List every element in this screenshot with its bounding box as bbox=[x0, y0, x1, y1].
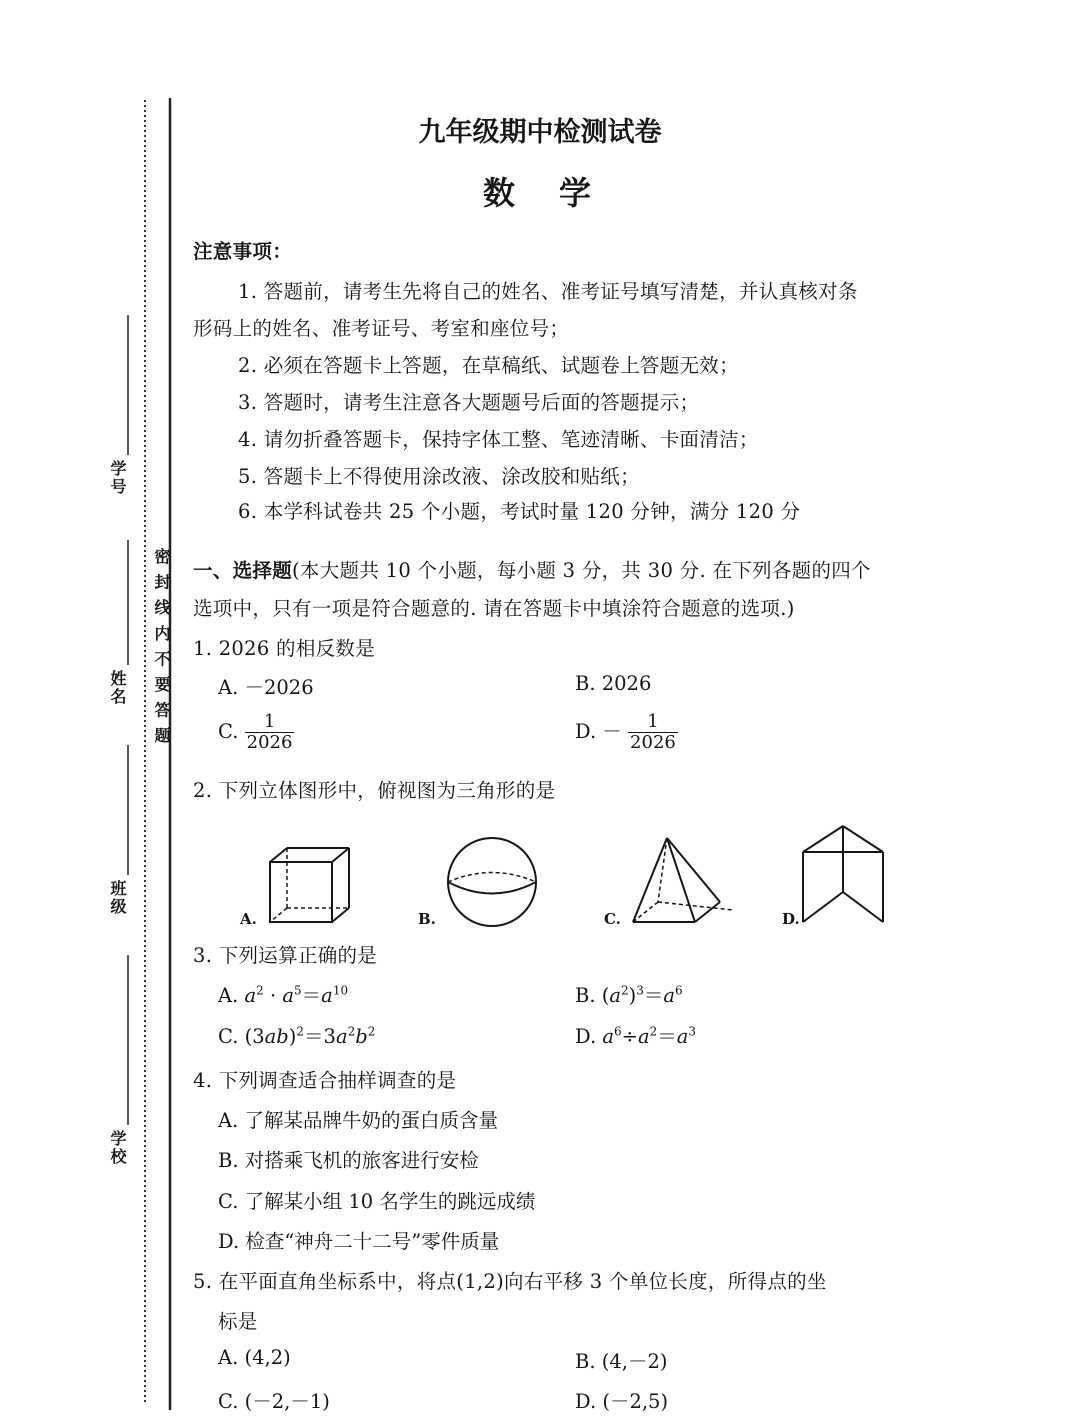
notice-heading: 注意事项： bbox=[193, 240, 293, 263]
q1-option-c-label: C. bbox=[218, 719, 239, 743]
field-class: 班级 bbox=[108, 880, 127, 916]
q5-stem-cont: 标是 bbox=[218, 1310, 258, 1333]
section-heading-label: 一、选择题 bbox=[193, 559, 293, 582]
fraction-denominator: 2026 bbox=[246, 731, 293, 753]
q1-option-c bbox=[218, 712, 294, 753]
q2-label-a: A. bbox=[240, 910, 257, 928]
exam-title: 九年级期中检测试卷 bbox=[418, 117, 662, 148]
q4-option-d: D. 检查“神舟二十二号”零件质量 bbox=[218, 1230, 500, 1253]
q1-option-d-label: D. － bbox=[575, 719, 622, 743]
q5-option-c: C. (－2,－1) bbox=[218, 1390, 330, 1413]
q1-option-b: B. 2026 bbox=[575, 672, 652, 695]
seal-notice: 密 封 线 内 不 要 答 题 bbox=[152, 548, 171, 745]
q3-option-b: B. $(a^2)^3=a^6$ bbox=[575, 983, 683, 1007]
q3-option-c: C. $(3ab)^2=3a^2b^2$ bbox=[218, 1024, 376, 1048]
pyramid-figure bbox=[625, 830, 745, 930]
q3-option-a: A. $a^2 \cdot a^5=a^{10}$ bbox=[218, 983, 349, 1007]
q1-option-d bbox=[575, 712, 678, 753]
q1-option-c-fraction bbox=[245, 712, 295, 753]
q3-option-d: D. $a^6\div a^2=a^3$ bbox=[575, 1024, 697, 1048]
subject-title: 数 学 bbox=[482, 174, 597, 212]
q3-option-a-label: A. bbox=[218, 984, 239, 1007]
q2-label-d: D. bbox=[782, 910, 800, 928]
field-name: 姓名 bbox=[108, 670, 127, 706]
notice-item-2: 2. 必须在答题卡上答题，在草稿纸、试题卷上答题无效； bbox=[238, 354, 739, 377]
q5-option-b: B. (4,－2) bbox=[575, 1350, 668, 1373]
q5-option-a: A. (4,2) bbox=[218, 1346, 291, 1369]
q2-label-c: C. bbox=[604, 910, 621, 928]
triangular-prism-figure bbox=[795, 820, 895, 930]
q2-stem: 2. 下列立体图形中，俯视图为三角形的是 bbox=[193, 779, 556, 802]
section-heading-desc: (本大题共 10 个小题，每小题 3 分，共 30 分. 在下列各题的四个 bbox=[292, 559, 871, 582]
q3-option-d-label: D. bbox=[575, 1025, 597, 1048]
notice-item-5: 5. 答题卡上不得使用涂改液、涂改胶和贴纸； bbox=[238, 465, 640, 488]
field-student-id: 学号 bbox=[108, 460, 127, 496]
q3-option-c-label: C. bbox=[218, 1025, 239, 1048]
cube-figure bbox=[260, 840, 360, 930]
q3-stem: 3. 下列运算正确的是 bbox=[193, 944, 378, 967]
q1-option-d-fraction bbox=[628, 712, 678, 753]
notice-item-3: 3. 答题时，请考生注意各大题题号后面的答题提示； bbox=[238, 391, 700, 414]
notice-item-1: 1. 答题前，请考生先将自己的姓名、准考证号填写清楚，并认真核对条 bbox=[238, 280, 858, 303]
notice-item-4: 4. 请勿折叠答题卡，保持字体工整、笔迹清晰、卡面清洁； bbox=[238, 428, 759, 451]
fraction-numerator: 1 bbox=[263, 711, 276, 732]
sphere-figure bbox=[440, 835, 550, 930]
q1-option-a: A. －2026 bbox=[218, 676, 314, 699]
q2-label-b: B. bbox=[418, 910, 436, 928]
q3-option-b-label: B. bbox=[575, 984, 596, 1007]
fraction-numerator: 1 bbox=[647, 711, 659, 732]
q4-option-b: B. 对搭乘飞机的旅客进行安检 bbox=[218, 1149, 479, 1172]
field-school: 学校 bbox=[108, 1130, 127, 1166]
q5-stem: 5. 在平面直角坐标系中，将点(1,2)向右平移 3 个单位长度，所得点的坐 bbox=[193, 1270, 827, 1293]
q4-option-a: A. 了解某品牌牛奶的蛋白质含量 bbox=[218, 1109, 498, 1132]
section-heading-cont: 选项中，只有一项是符合题意的. 请在答题卡中填涂符合题意的选项.) bbox=[193, 597, 795, 620]
fraction-denominator: 2026 bbox=[630, 731, 676, 753]
q1-stem: 1. 2026 的相反数是 bbox=[193, 637, 376, 660]
q4-stem: 4. 下列调查适合抽样调查的是 bbox=[193, 1069, 457, 1092]
section-heading bbox=[193, 555, 871, 583]
q4-option-c: C. 了解某小组 10 名学生的跳远成绩 bbox=[218, 1190, 536, 1213]
notice-item-1-cont: 形码上的姓名、准考证号、考室和座位号； bbox=[193, 317, 570, 340]
q5-option-d: D. (－2,5) bbox=[575, 1390, 669, 1413]
notice-item-6: 6. 本学科试卷共 25 个小题，考试时量 120 分钟，满分 120 分 bbox=[238, 500, 801, 523]
